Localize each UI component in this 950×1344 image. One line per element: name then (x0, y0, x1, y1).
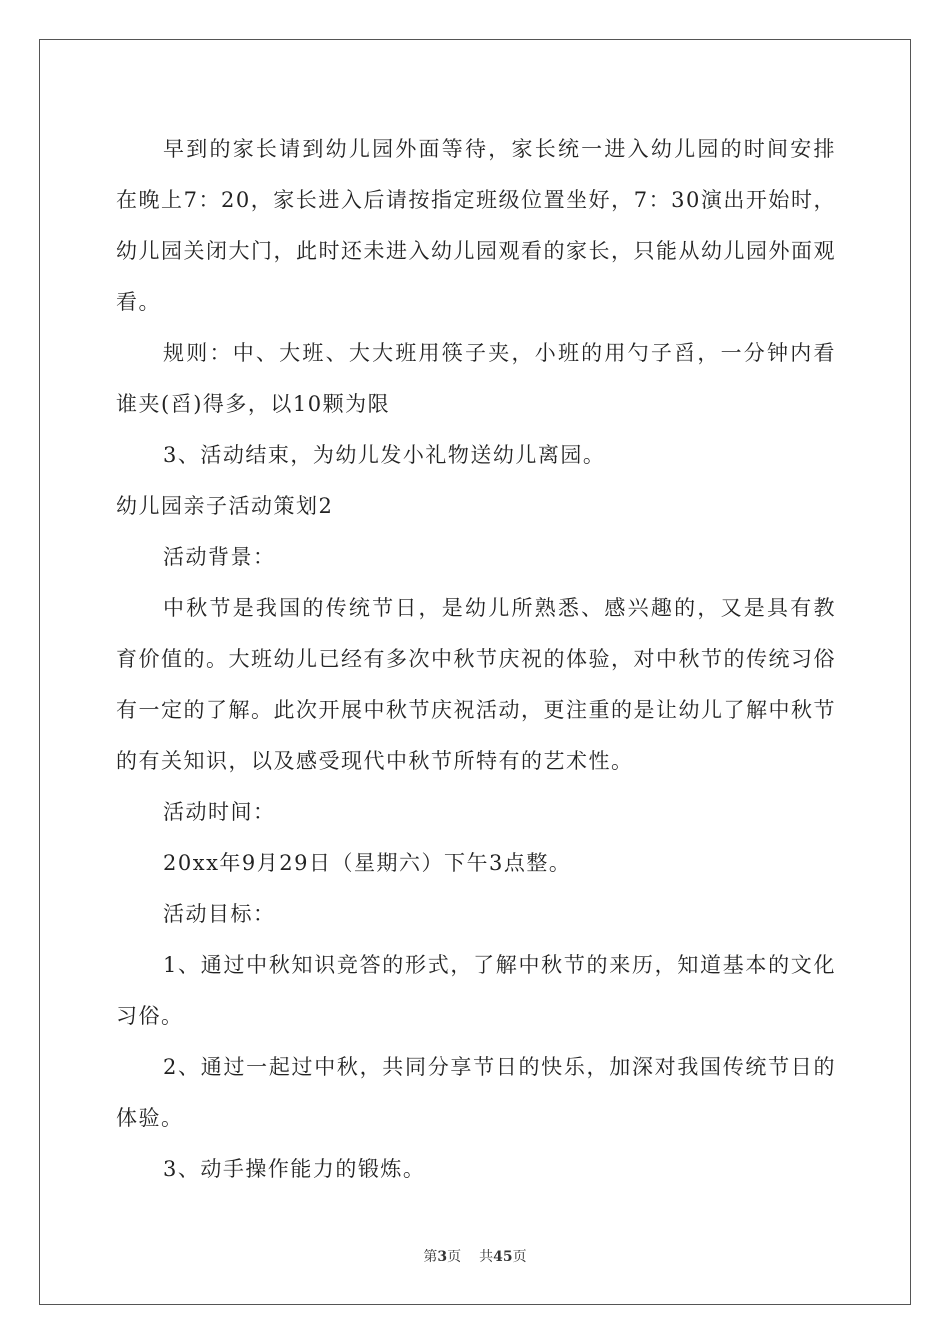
paragraph-activity-end: 3、活动结束，为幼儿发小礼物送幼儿离园。 (163, 443, 606, 467)
section-heading: 幼儿园亲子活动策划2 (116, 494, 334, 518)
footer-page-number: 3 (437, 1249, 448, 1265)
paragraph-parent-arrival: 早到的家长请到幼儿园外面等待，家长统一进入幼儿园的时间安排在晚上7：20，家长进入后请按指定班级位置坐好，7：30演出开始时，幼儿园关闭大门，此时还未进入幼儿园观看的家长，只能从幼儿园外面观看。 (116, 137, 836, 314)
page-footer (0, 1246, 950, 1266)
goal-item-1: 1、通过中秋知识竞答的形式，了解中秋节的来历，知道基本的文化习俗。 (116, 953, 836, 1028)
paragraph-activity-time: 20xx年9月29日（星期六）下午3点整。 (163, 851, 572, 875)
goal-item-3: 3、动手操作能力的锻炼。 (163, 1157, 426, 1181)
label-activity-time: 活动时间： (163, 800, 276, 824)
paragraph-game-rules: 规则：中、大班、大大班用筷子夹，小班的用勺子舀，一分钟内看谁夹(舀)得多，以10颗为限 (116, 341, 836, 416)
goal-item-2: 2、通过一起过中秋，共同分享节日的快乐，加深对我国传统节日的体验。 (116, 1055, 836, 1130)
footer-page-prefix: 第 (423, 1249, 438, 1265)
footer-page-suffix: 页 (447, 1249, 462, 1265)
footer-total-suffix: 页 (512, 1249, 527, 1265)
label-activity-background: 活动背景： (163, 545, 276, 569)
label-activity-goals: 活动目标： (163, 902, 276, 926)
footer-total-pages: 45 (493, 1249, 513, 1265)
footer-total-prefix: 共 (479, 1249, 494, 1265)
document-body (116, 124, 836, 1195)
paragraph-background: 中秋节是我国的传统节日，是幼儿所熟悉、感兴趣的，又是具有教育价值的。大班幼儿已经有多次中秋节庆祝的体验，对中秋节的传统习俗有一定的了解。此次开展中秋节庆祝活动，更注重的是让幼儿了解中秋节的有关知识，以及感受现代中秋节所特有的艺术性。 (116, 596, 836, 773)
